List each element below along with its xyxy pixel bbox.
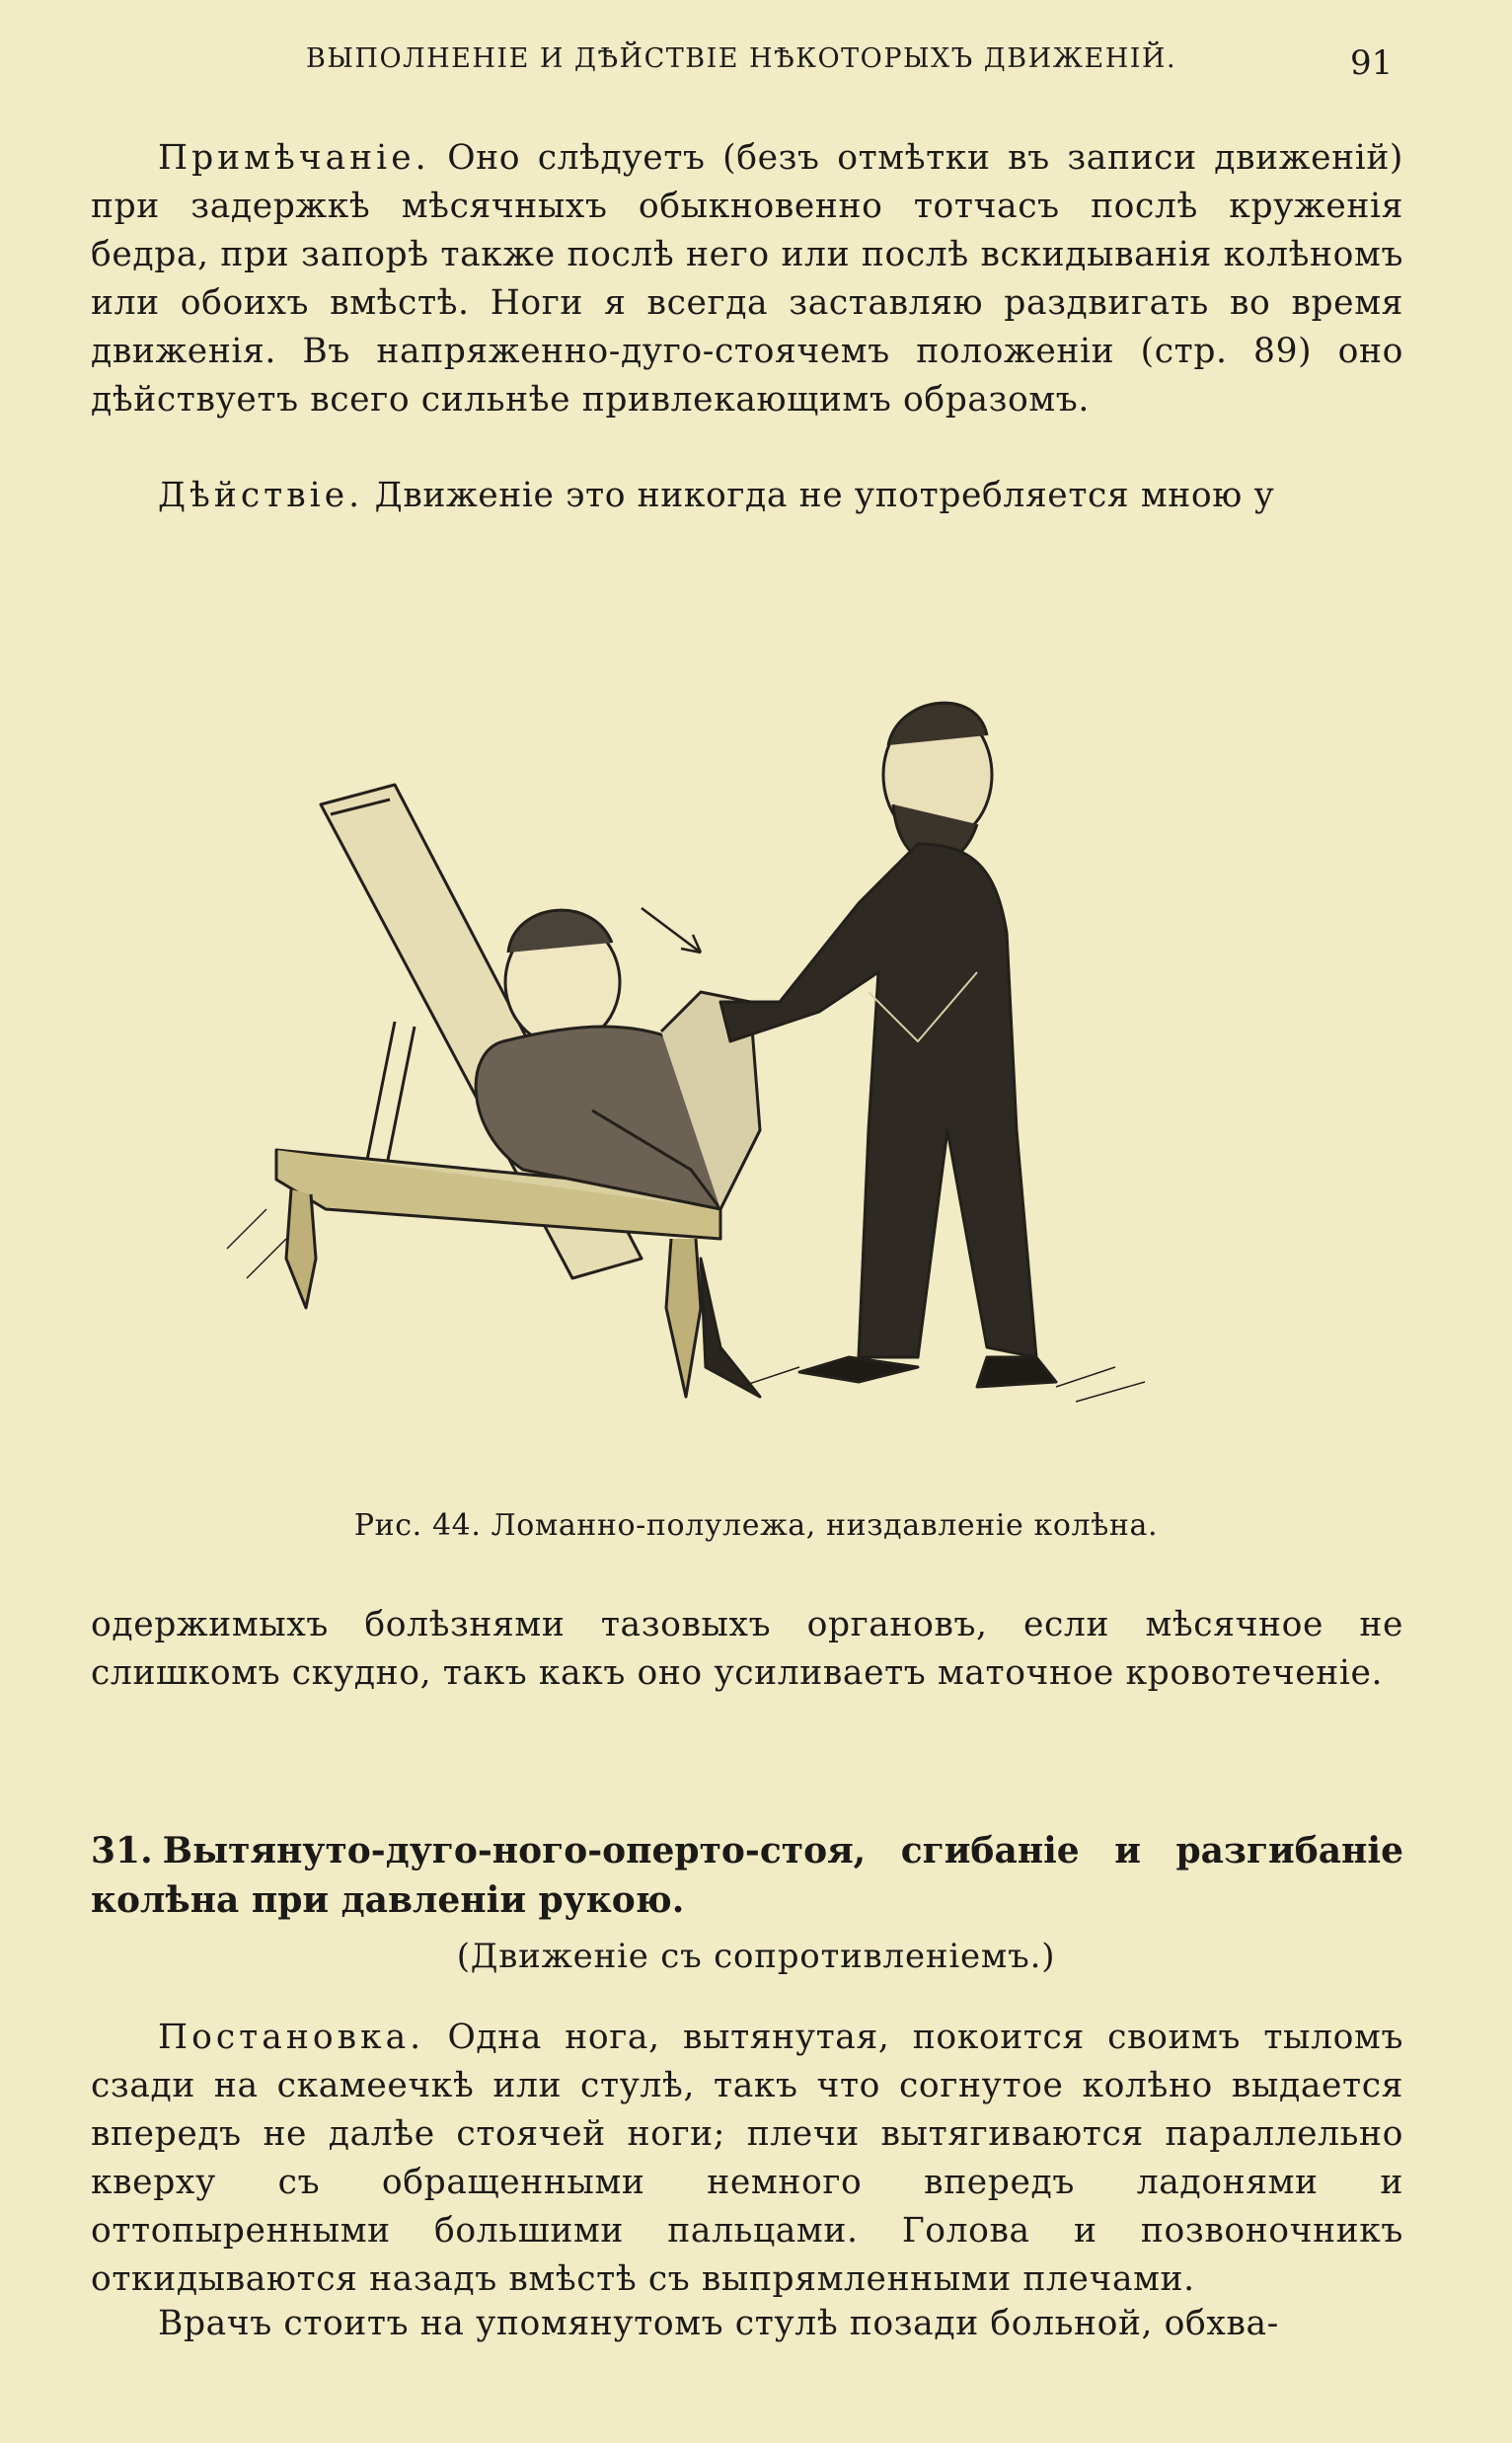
continuation-text: одержимыхъ болѣзнями тазовыхъ органовъ, если мѣсячное не слишкомъ скудно, такъ какъ оно усиливаетъ маточное кровотеченіе. bbox=[91, 1605, 1403, 1693]
section-number: 31. bbox=[91, 1830, 153, 1871]
action-lead: Дѣйствіе. bbox=[158, 476, 364, 515]
paragraph-note bbox=[91, 134, 1403, 424]
setup-lead: Постановка. bbox=[158, 2018, 425, 2057]
figure-caption: Рис. 44. Ломанно-полулежа, низдавленіе колѣна. bbox=[353, 1508, 1159, 1543]
paragraph-setup bbox=[91, 2014, 1403, 2304]
running-head: ВЫПОЛНЕНІЕ И ДѢЙСТВІЕ НѢКОТОРЫХЪ ДВИЖЕНІЙ. bbox=[306, 43, 1177, 74]
section-subtitle: (Движеніе съ сопротивленіемъ.) bbox=[456, 1937, 1056, 1976]
note-text: Оно слѣдуетъ (безъ отмѣтки въ записи движеній) при задержкѣ мѣсячныхъ обыкновенно тотчасъ послѣ круженія бедра, при запорѣ также послѣ него или послѣ вскидыванія колѣномъ или обоихъ вмѣстѣ. Ноги я всегда заставляю раздвигать во время движенія. Въ напряженно-дуго-стоячемъ положеніи (стр. 89) оно дѣйствуетъ всего сильнѣе привлекающимъ образомъ. bbox=[91, 138, 1403, 420]
engraving-figure-44 bbox=[168, 577, 1342, 1466]
page-number: 91 bbox=[1350, 43, 1394, 83]
paragraph-continuation bbox=[91, 1601, 1403, 1698]
paragraph-action bbox=[91, 472, 1403, 520]
action-text: Движеніе это никогда не употребляется мною у bbox=[363, 476, 1275, 515]
doctor-text: Врачъ стоитъ на упомянутомъ стулѣ позади больной, обхва- bbox=[158, 2304, 1279, 2343]
note-lead: Примѣчаніе. bbox=[158, 138, 430, 178]
section-title: Вытянуто-дуго-ного-оперто-стоя, сгибаніе и разгибаніе колѣна при давленіи рукою. bbox=[91, 1830, 1403, 1921]
setup-text: Одна нога, вытянутая, покоится своимъ тыломъ сзади на скамеечкѣ или стулѣ, такъ что согнутое колѣно выдается впередъ не далѣе стоячей ноги; плечи вытягиваются параллельно кверху съ обращенными немного впередъ ладонями и оттопыренными большими пальцами. Голова и позвоночникъ откидываются назадъ вмѣстѣ съ выпрямленными плечами. bbox=[91, 2018, 1403, 2299]
section-heading bbox=[91, 1826, 1403, 1925]
paragraph-doctor bbox=[91, 2300, 1403, 2348]
engraving-illustration bbox=[168, 577, 1342, 1466]
